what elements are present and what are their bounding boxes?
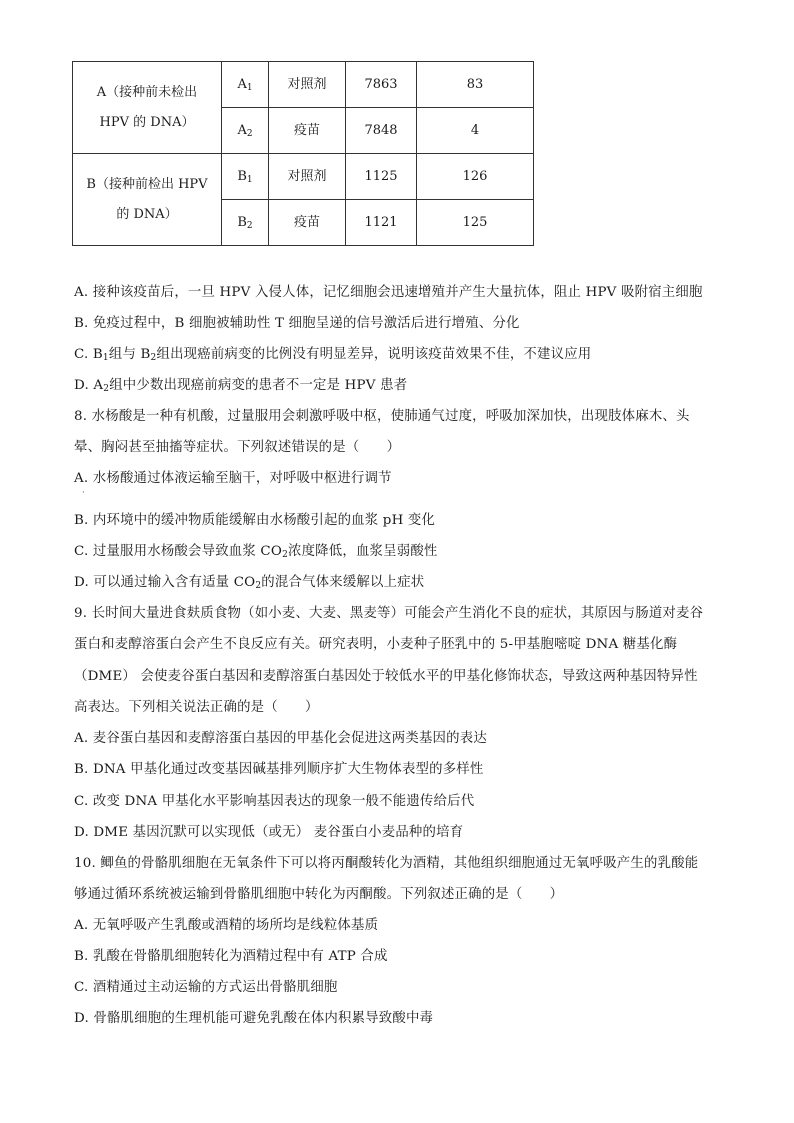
subgroup-b1 xyxy=(222,154,269,200)
q10-option-a: A. 无氧呼吸产生乳酸或酒精的场所均是线粒体基质 xyxy=(74,918,379,933)
q10-stem-line2: 够通过循环系统被运输到骨骼肌细胞中转化为丙酮酸。下列叙述正确的是（ ） xyxy=(74,887,564,902)
q7-option-b: B. 免疫过程中，B 细胞被辅助性 T 细胞呈递的信号激活后进行增殖、分化 xyxy=(74,316,520,331)
q9-stem-line3: （DME） 会使麦谷蛋白基因和麦醇溶蛋白基因处于较低水平的甲基化修饰状态，导致这两种基因特异性 xyxy=(74,669,698,684)
group-b-label-line1: B（接种前检出 HPV xyxy=(86,176,208,192)
text-run: D. A xyxy=(74,378,104,393)
subscript: 2 xyxy=(150,353,157,363)
q10-stem-line1: 10. 鲫鱼的骨骼肌细胞在无氧条件下可以将丙酮酸转化为酒精，其他组织细胞通过无氧呼吸产生的乳酸能 xyxy=(74,856,699,871)
q9-stem-line2: 蛋白和麦醇溶蛋白会产生不良反应有关。研究表明，小麦种子胚乳中的 5-甲基胞嘧啶 DNA 糖基化酶 xyxy=(74,637,678,652)
q9-option-b: B. DNA 甲基化通过改变基因碱基排列顺序扩大生物体表型的多样性 xyxy=(74,762,484,777)
agent-cell: 疫苗 xyxy=(269,108,346,154)
q7-option-d xyxy=(74,374,407,393)
subgroup-letter: A xyxy=(237,76,247,92)
subgroup-index: 1 xyxy=(246,174,253,185)
table-row xyxy=(73,154,534,200)
subgroup-letter: A xyxy=(237,122,247,138)
count-cell: 7848 xyxy=(346,108,417,154)
hpv-vaccine-table xyxy=(72,61,534,246)
text-run: C. 过量服用水杨酸会导致血浆 CO xyxy=(74,544,283,559)
count-cell: 1125 xyxy=(346,154,417,200)
group-a-label-line1: A（接种前未检出 xyxy=(96,84,198,100)
subscript: 1 xyxy=(102,353,109,363)
text-run: D. 可以通过输入含有适量 CO xyxy=(74,575,256,590)
subgroup-a1 xyxy=(222,62,269,108)
q9-stem-line4: 高表达。下列相关说法正确的是（ ） xyxy=(74,700,319,715)
q9-option-d: D. DME 基因沉默可以实现低（或无） 麦谷蛋白小麦品种的培育 xyxy=(74,825,464,840)
subscript: 2 xyxy=(282,550,288,560)
subgroup-index: 2 xyxy=(246,220,253,231)
subgroup-a2 xyxy=(222,108,269,154)
text-run: 组与 B xyxy=(108,347,151,362)
q9-stem-line1: 9. 长时间大量进食麸质食物（如小麦、大麦、黑麦等）可能会产生消化不良的症状，其原因与肠道对麦谷 xyxy=(74,606,704,621)
q10-option-b: B. 乳酸在骨骼肌细胞转化为酒精过程中有 ATP 合成 xyxy=(74,949,388,964)
q8-option-d xyxy=(74,571,424,590)
cases-cell: 126 xyxy=(417,154,534,200)
cases-cell: 4 xyxy=(417,108,534,154)
group-a-label xyxy=(73,62,222,154)
q8-option-b: B. 内环境中的缓冲物质能缓解由水杨酸引起的血浆 pH 变化 xyxy=(74,513,436,528)
text-run: C. B xyxy=(74,347,103,362)
group-b-label xyxy=(73,154,222,246)
text-run: 的混合气体来缓解以上症状 xyxy=(261,575,425,590)
q8-stem-line2: 晕、胸闷甚至抽搐等症状。下列叙述错误的是（ ） xyxy=(74,440,401,455)
subgroup-letter: B xyxy=(237,168,247,184)
subgroup-letter: B xyxy=(237,214,247,230)
subscript: 2 xyxy=(255,581,262,591)
cases-cell: 83 xyxy=(417,62,534,108)
cases-cell: 125 xyxy=(417,200,534,246)
subgroup-b2 xyxy=(222,200,269,246)
table-row xyxy=(73,62,534,108)
group-a-label-line2: HPV 的 DNA） xyxy=(99,114,195,130)
text-run: 组中少数出现癌前病变的患者不一定是 HPV 患者 xyxy=(109,378,408,393)
q8-option-a: A. 水杨酸通过体液运输至脑干，对呼吸中枢进行调节 xyxy=(74,471,392,486)
text-run: 组出现癌前病变的比例没有明显差异，说明该疫苗效果不佳，不建议应用 xyxy=(156,347,592,362)
group-b-label-line2: 的 DNA） xyxy=(116,206,178,222)
text-run: 浓度降低，血浆呈弱酸性 xyxy=(288,544,438,559)
agent-cell: 疫苗 xyxy=(269,200,346,246)
q10-option-c: C. 酒精通过主动运输的方式运出骨骼肌细胞 xyxy=(74,980,338,995)
q10-option-d: D. 骨骼肌细胞的生理机能可避免乳酸在体内积累导致酸中毒 xyxy=(74,1011,434,1026)
q7-option-a: A. 接种该疫苗后，一旦 HPV 入侵人体，记忆细胞会迅速增殖并产生大量抗体，阻止 HPV 吸附宿主细胞 xyxy=(74,285,703,300)
stray-mark: · xyxy=(82,488,85,498)
subgroup-index: 2 xyxy=(246,128,253,139)
q7-option-c xyxy=(74,343,591,362)
agent-cell: 对照剂 xyxy=(269,62,346,108)
count-cell: 1121 xyxy=(346,200,417,246)
agent-cell: 对照剂 xyxy=(269,154,346,200)
count-cell: 7863 xyxy=(346,62,417,108)
q9-option-c: C. 改变 DNA 甲基化水平影响基因表达的现象一般不能遗传给后代 xyxy=(74,794,475,809)
q8-stem-line1: 8. 水杨酸是一种有机酸，过量服用会刺激呼吸中枢，使肺通气过度，呼吸加深加快，出现肢体麻木、头 xyxy=(74,409,690,424)
subscript: 2 xyxy=(103,384,110,394)
subgroup-index: 1 xyxy=(246,82,253,93)
q9-option-a: A. 麦谷蛋白基因和麦醇溶蛋白基因的甲基化会促进这两类基因的表达 xyxy=(74,731,487,746)
q8-option-c xyxy=(74,540,438,559)
